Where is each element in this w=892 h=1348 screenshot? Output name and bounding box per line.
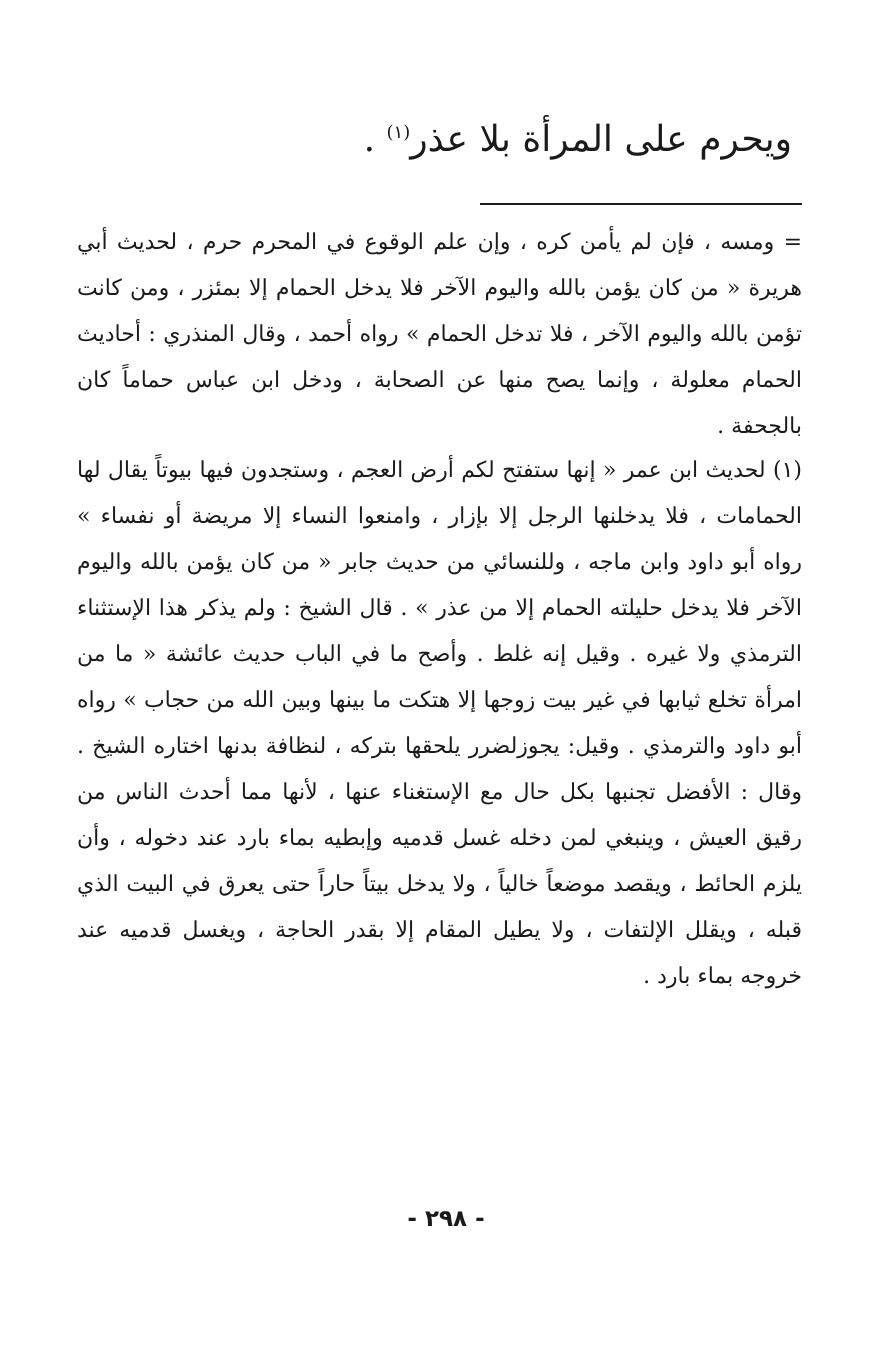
footnote-separator	[480, 203, 802, 205]
page-number: - ٢٩٨ -	[407, 1206, 485, 1232]
heading-text: ويحرم على المرأة بلا عذر	[410, 119, 792, 160]
heading-period: .	[363, 119, 376, 160]
footnote-1: (١) لحديث ابن عمر « إنها ستفتح لكم أرض العجم ، وستجدون فيها بيوتاً يقال لها الحمامات ، فلا يدخلنها الرجل إلا بإزار ، وامنعوا النساء إلا مريضة أو نفساء » رواه أبو داود وابن ماجه ، وللنسائي من حديث جابر « من كان يؤمن بالله واليوم الآخر فلا يدخل حليلته الحمام إلا من عذر » . قال الشيخ : ولم يذكر هذا الإستثناء الترمذي ولا غيره . وقيل إنه غلط . وأصح ما في الباب حديث عائشة « ما من امرأة تخلع ثيابها في غير بيت زوجها إلا هتكت ما بينها وبين الله من حجاب » رواه أبو داود والترمذي . وقيل: يجوزلضرر يلحقها بتركه ، لنظافة بدنها اختاره الشيخ . وقال : الأفضل تجنبها بكل حال مع الإستغناء عنها ، لأنها مما أحدث الناس من رقيق العيش ، وينبغي لمن دخله غسل قدميه وإبطيه بماء بارد عند دخوله ، وأن يلزم الحائط ، ويقصد موضعاً خالياً ، ولا يدخل بيتاً حاراً حتى يعرق في البيت الذي قبله ، ويقلل الإلتفات ، ولا يطيل المقام إلا بقدر الحاجة ، ويغسل قدميه عند خروجه بماء بارد .	[77, 458, 802, 989]
main-text-heading	[363, 118, 792, 161]
footnote-continuation: = ومسه ، فإن لم يأمن كره ، وإن علم الوقوع في المحرم حرم ، لحديث أبي هريرة « من كان يؤمن بالله واليوم الآخر فلا يدخل الحمام إلا بمئزر ، ومن كانت تؤمن بالله واليوم الآخر ، فلا تدخل الحمام » رواه أحمد ، وقال المنذري : أحاديث الحمام معلولة ، وإنما يصح منها عن الصحابة ، ودخل ابن عباس حماماً كان بالجحفة .	[77, 230, 802, 439]
footnote-reference: (١)	[386, 122, 411, 143]
